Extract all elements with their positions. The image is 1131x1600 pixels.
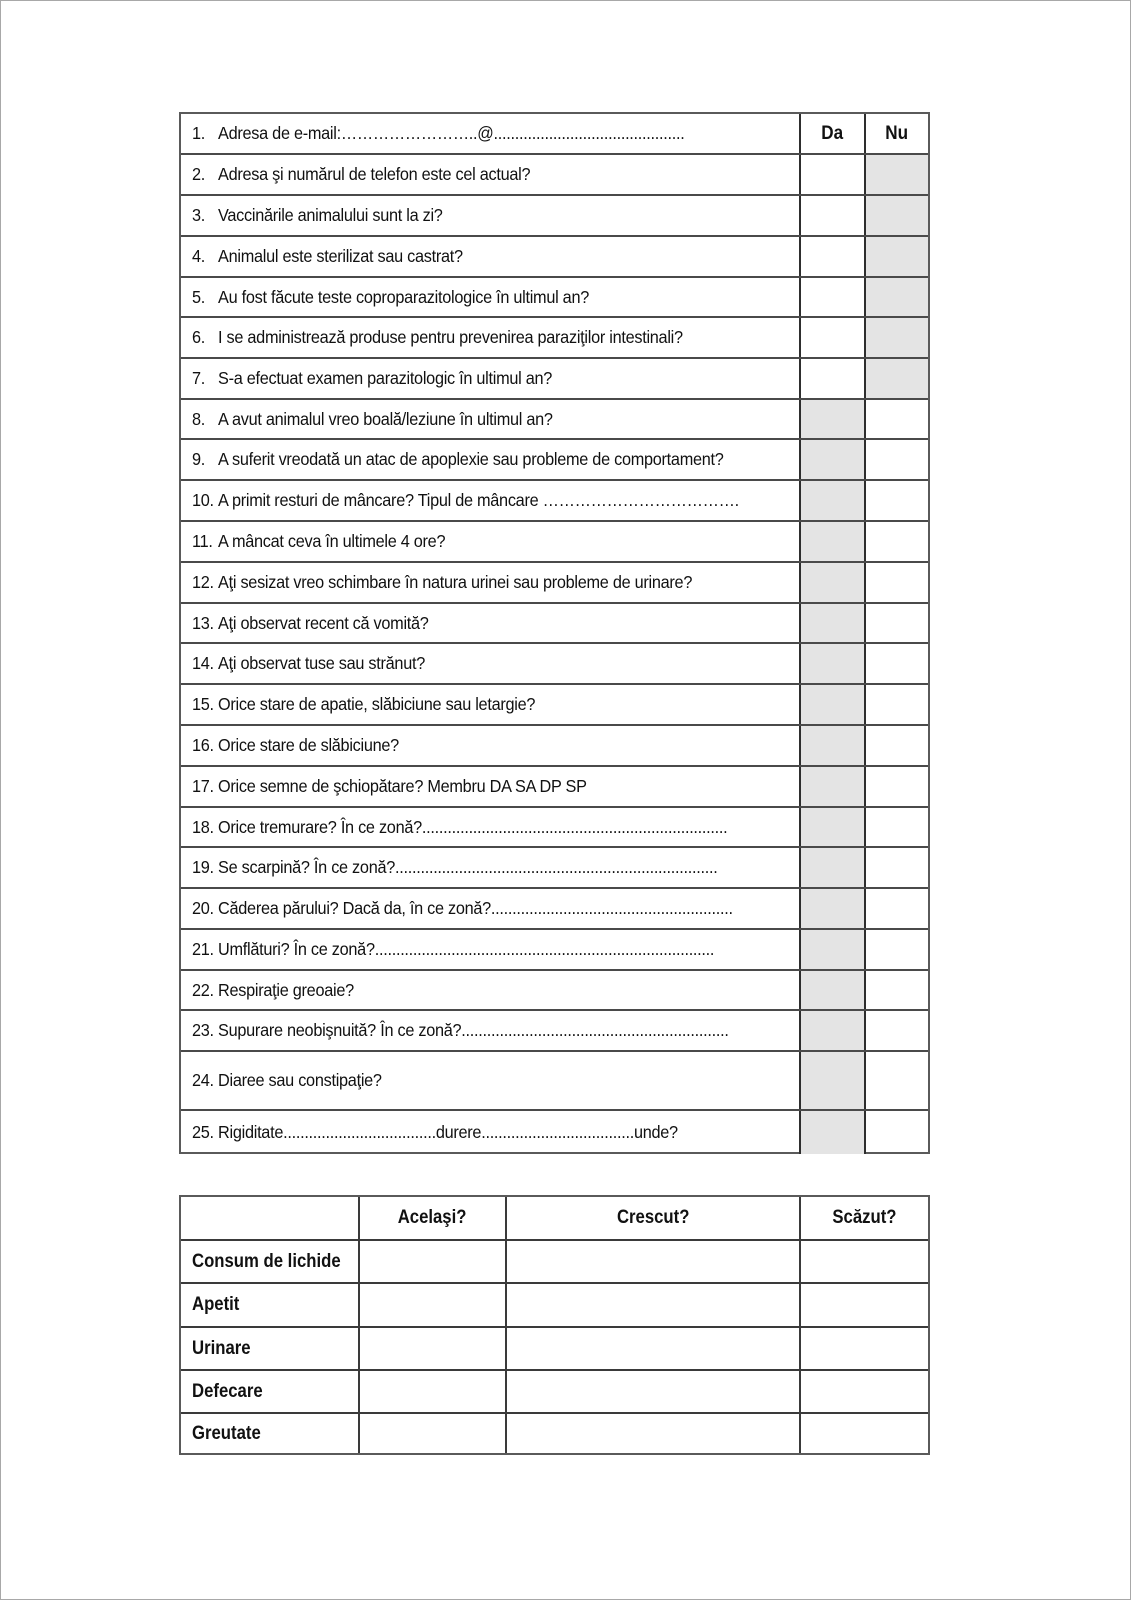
answer-cell[interactable] [358, 1241, 505, 1282]
question-row [181, 1009, 928, 1050]
question-row [181, 887, 928, 928]
question-row [181, 969, 928, 1009]
question-text [192, 522, 755, 561]
row-label-cell [181, 1371, 358, 1412]
question-label: Se scarpină? În ce zonă?............................................................................ [218, 857, 718, 877]
question-number: 20. [192, 898, 214, 918]
question-number: 5. [192, 286, 206, 307]
question-row [181, 724, 928, 765]
changes-row [181, 1239, 928, 1282]
row-label: Greutate [192, 1422, 261, 1444]
question-text [192, 644, 755, 683]
answer-cell[interactable] [358, 1414, 505, 1453]
question-number: 25. [192, 1122, 214, 1142]
changes-row [181, 1369, 928, 1412]
question-text [192, 400, 755, 438]
question-text [192, 767, 755, 806]
question-text [192, 237, 755, 276]
question-row [181, 561, 928, 602]
row-label-cell [181, 1284, 358, 1326]
answer-da-cell[interactable] [799, 644, 864, 683]
question-label: Umflături? În ce zonă?................................................................................ [218, 939, 715, 959]
question-text [192, 278, 755, 316]
answer-nu-cell[interactable] [864, 767, 928, 806]
question-label: A suferit vreodată un atac de apoplexie sau probleme de comportament? [218, 449, 724, 469]
answer-cell[interactable] [505, 1371, 799, 1412]
question-label: A mâncat ceva în ultimele 4 ore? [218, 531, 446, 551]
answer-nu-cell[interactable] [864, 1011, 928, 1050]
answer-cell[interactable] [799, 1414, 928, 1453]
answer-da-cell[interactable] [799, 1011, 864, 1050]
question-row [181, 1050, 928, 1109]
question-row [181, 153, 928, 194]
answer-nu-cell[interactable] [864, 848, 928, 887]
question-row [181, 928, 928, 969]
question-text [192, 318, 755, 357]
question-number: 13. [192, 612, 214, 633]
answer-nu-cell[interactable] [864, 155, 928, 194]
answer-da-cell[interactable] [799, 359, 864, 398]
question-number: 18. [192, 816, 214, 837]
answer-da-cell[interactable] [799, 971, 864, 1009]
question-label: Căderea părului? Dacă da, în ce zonă?......................................................... [218, 898, 733, 918]
header-da [799, 114, 864, 153]
answer-da-cell[interactable] [799, 848, 864, 887]
header-nu-label: Nu [885, 122, 909, 144]
question-number: 11. [192, 531, 213, 551]
answer-nu-cell[interactable] [864, 440, 928, 479]
answer-cell[interactable] [358, 1328, 505, 1369]
question-row [181, 765, 928, 806]
question-text [192, 1052, 755, 1109]
question-text [192, 889, 755, 928]
answer-da-cell[interactable] [799, 318, 864, 357]
answer-da-cell[interactable] [799, 155, 864, 194]
question-label: A primit resturi de mâncare? Tipul de mâncare ………………………………. [218, 490, 739, 510]
question-text [192, 808, 755, 846]
question-text [192, 114, 755, 153]
answer-da-cell[interactable] [799, 563, 864, 602]
column-header-label: Acelaşi? [398, 1207, 467, 1228]
question-text [192, 848, 755, 887]
question-row [181, 479, 928, 520]
question-row [181, 235, 928, 276]
answer-nu-cell[interactable] [864, 196, 928, 235]
question-label: S-a efectuat examen parazitologic în ultimul an? [218, 368, 553, 388]
question-number: 15. [192, 694, 214, 714]
question-row [181, 357, 928, 398]
question-number: 4. [192, 246, 206, 266]
question-number: 12. [192, 572, 214, 592]
question-label: A avut animalul vreo boală/leziune în ultimul an? [218, 408, 553, 429]
question-text [192, 359, 755, 398]
row-label: Urinare [192, 1337, 251, 1359]
row-label: Defecare [192, 1380, 263, 1402]
question-number: 1. [192, 123, 206, 143]
question-label: Supurare neobişnuită? În ce zonă?............................................................... [218, 1020, 729, 1040]
answer-da-cell[interactable] [799, 604, 864, 642]
answer-da-cell[interactable] [799, 1052, 864, 1109]
question-label: Orice semne de şchiopătare? Membru DA SA DP SP [218, 776, 587, 796]
column-header-cell [181, 1197, 358, 1239]
question-text [192, 1111, 755, 1154]
question-label: Au fost făcute teste coproparazitologice în ultimul an? [218, 286, 590, 307]
answer-nu-cell[interactable] [864, 522, 928, 561]
question-row [181, 398, 928, 438]
question-row [181, 602, 928, 642]
question-row [181, 683, 928, 724]
answer-nu-cell[interactable] [864, 971, 928, 1009]
row-label-cell [181, 1414, 358, 1453]
answer-da-cell[interactable] [799, 889, 864, 928]
question-number: 16. [192, 735, 214, 755]
answer-nu-cell[interactable] [864, 1052, 928, 1109]
answer-da-cell[interactable] [799, 400, 864, 438]
question-number: 8. [192, 408, 206, 429]
answer-nu-cell[interactable] [864, 1111, 928, 1154]
answer-nu-cell[interactable] [864, 889, 928, 928]
question-text [192, 196, 755, 235]
answer-cell[interactable] [358, 1284, 505, 1326]
answer-nu-cell[interactable] [864, 278, 928, 316]
question-label: Orice tremurare? În ce zonă?........................................................................ [218, 816, 728, 837]
question-row [181, 438, 928, 479]
question-text [192, 971, 755, 1009]
answer-nu-cell[interactable] [864, 685, 928, 724]
question-text [192, 481, 755, 520]
question-label: Adresa de e-mail:……………………..@............................................. [218, 123, 685, 143]
answer-da-cell[interactable] [799, 481, 864, 520]
question-label: Animalul este sterilizat sau castrat? [218, 246, 463, 266]
answer-da-cell[interactable] [799, 440, 864, 479]
question-label: Adresa şi numărul de telefon este cel actual? [218, 164, 531, 184]
answer-da-cell[interactable] [799, 1111, 864, 1154]
header-da-label: Da [821, 122, 844, 144]
question-number: 6. [192, 327, 206, 347]
question-number: 2. [192, 164, 206, 184]
answer-da-cell[interactable] [799, 767, 864, 806]
question-label: Orice stare de apatie, slăbiciune sau letargie? [218, 694, 536, 714]
row-label: Apetit [192, 1294, 240, 1315]
answer-nu-cell[interactable] [864, 359, 928, 398]
question-text [192, 685, 755, 724]
column-header-cell [358, 1197, 505, 1239]
question-number: 23. [192, 1020, 214, 1040]
question-number: 22. [192, 979, 214, 1000]
answer-nu-cell[interactable] [864, 726, 928, 765]
question-label: Aţi observat tuse sau strănut? [218, 653, 425, 673]
changes-header-row [181, 1197, 928, 1239]
question-number: 10. [192, 490, 214, 510]
question-text [192, 563, 755, 602]
question-text [192, 930, 755, 969]
changes-row [181, 1282, 928, 1326]
question-number: 21. [192, 939, 214, 959]
changes-row [181, 1412, 928, 1453]
answer-nu-cell[interactable] [864, 644, 928, 683]
answer-cell[interactable] [505, 1414, 799, 1453]
answer-da-cell[interactable] [799, 237, 864, 276]
question-row [181, 316, 928, 357]
column-header-label: Crescut? [616, 1207, 690, 1228]
answer-nu-cell[interactable] [864, 481, 928, 520]
answer-nu-cell[interactable] [864, 318, 928, 357]
column-header-label: Scăzut? [832, 1207, 897, 1228]
row-label: Consum de lichide [192, 1250, 341, 1272]
answer-da-cell[interactable] [799, 196, 864, 235]
question-label: Diaree sau constipaţie? [218, 1070, 382, 1090]
answer-cell[interactable] [505, 1328, 799, 1369]
answer-cell[interactable] [799, 1328, 928, 1369]
questionnaire-table [179, 112, 930, 1154]
answer-cell[interactable] [358, 1371, 505, 1412]
answer-cell[interactable] [505, 1241, 799, 1282]
question-row [181, 642, 928, 683]
answer-cell[interactable] [799, 1371, 928, 1412]
question-label: Vaccinările animalului sunt la zi? [218, 205, 443, 225]
question-row [181, 806, 928, 846]
question-row [181, 194, 928, 235]
question-row [181, 1109, 928, 1154]
changes-table [179, 1195, 930, 1455]
answer-da-cell[interactable] [799, 522, 864, 561]
answer-nu-cell[interactable] [864, 237, 928, 276]
question-label: Respiraţie greoaie? [218, 979, 354, 1000]
question-number: 14. [192, 653, 214, 673]
answer-cell[interactable] [799, 1284, 928, 1326]
question-label: Aţi observat recent că vomită? [218, 612, 429, 633]
question-row [181, 114, 928, 153]
column-header-cell [799, 1197, 928, 1239]
column-header-cell [505, 1197, 799, 1239]
answer-nu-cell[interactable] [864, 604, 928, 642]
question-number: 17. [192, 776, 214, 796]
question-number: 3. [192, 205, 206, 225]
answer-nu-cell[interactable] [864, 400, 928, 438]
answer-nu-cell[interactable] [864, 808, 928, 846]
question-row [181, 276, 928, 316]
answer-cell[interactable] [505, 1284, 799, 1326]
answer-nu-cell[interactable] [864, 930, 928, 969]
question-row [181, 846, 928, 887]
question-text [192, 604, 755, 642]
question-label: Aţi sesizat vreo schimbare în natura urinei sau probleme de urinare? [218, 572, 693, 592]
answer-da-cell[interactable] [799, 930, 864, 969]
question-label: Orice stare de slăbiciune? [218, 735, 399, 755]
question-number: 19. [192, 857, 214, 877]
answer-cell[interactable] [799, 1241, 928, 1282]
question-text [192, 726, 755, 765]
question-text [192, 440, 755, 479]
header-nu [864, 114, 928, 153]
question-text [192, 1011, 755, 1050]
answer-da-cell[interactable] [799, 278, 864, 316]
question-number: 9. [192, 449, 206, 469]
answer-da-cell[interactable] [799, 726, 864, 765]
answer-nu-cell[interactable] [864, 563, 928, 602]
answer-da-cell[interactable] [799, 685, 864, 724]
row-label-cell [181, 1241, 358, 1282]
question-label: Rigiditate....................................durere....................................unde? [218, 1122, 678, 1142]
answer-da-cell[interactable] [799, 808, 864, 846]
question-number: 24. [192, 1070, 214, 1090]
changes-row [181, 1326, 928, 1369]
row-label-cell [181, 1328, 358, 1369]
question-number: 7. [192, 368, 206, 388]
question-text [192, 155, 755, 194]
question-label: I se administrează produse pentru prevenirea paraziţilor intestinali? [218, 327, 683, 347]
question-row [181, 520, 928, 561]
